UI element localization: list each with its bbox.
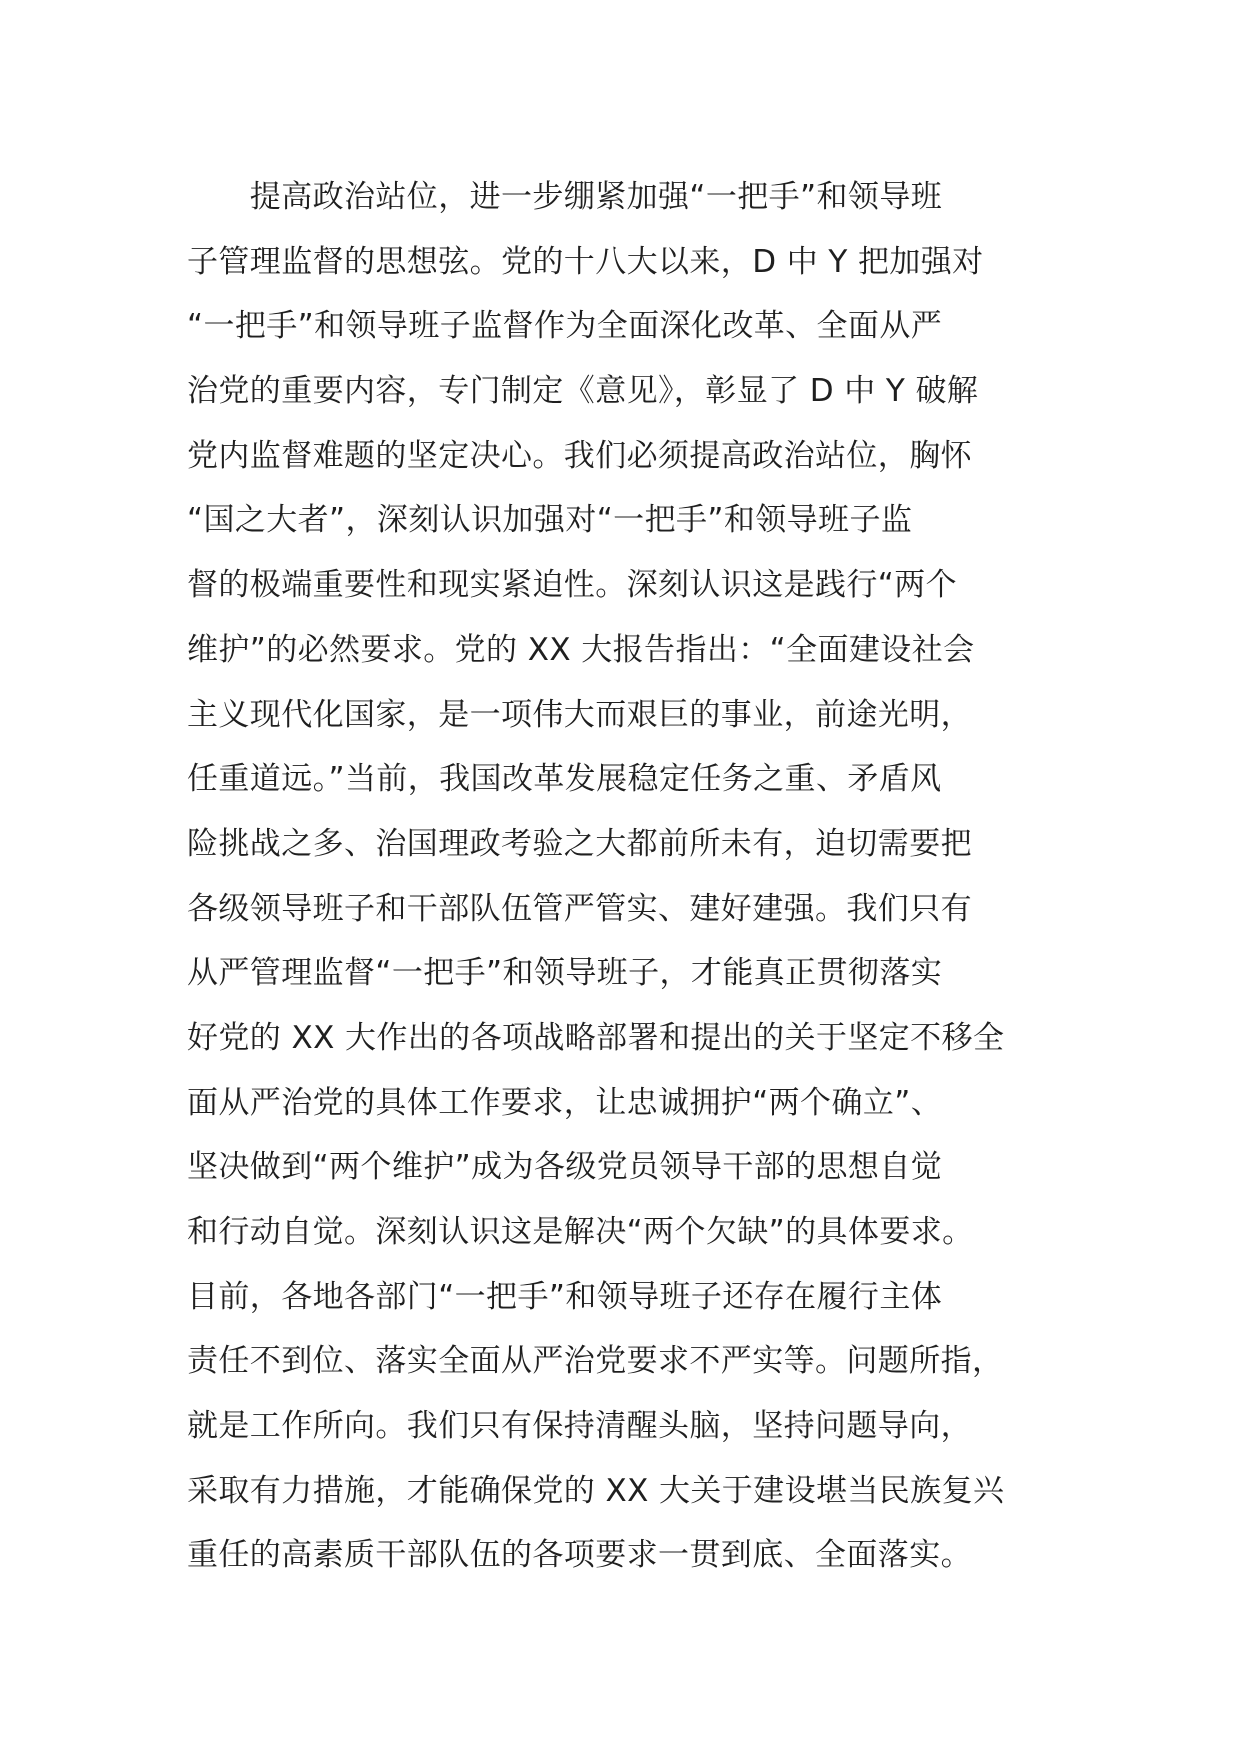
text-line: 提高政治站位，进一步绷紧加强“一把手”和领导班 [187, 179, 943, 215]
text-line: 治党的重要内容，专门制定《意见》，彰显了 D 中 Y 破解 [187, 373, 979, 410]
text-line: “一把手”和领导班子监督作为全面深化改革、全面从严 [187, 308, 943, 345]
text-line: 和行动自觉。深刻认识这是解决“两个欠缺”的具体要求。 [187, 1214, 974, 1250]
text-line: 维护”的必然要求。党的 XX 大报告指出：“全面建设社会 [187, 631, 975, 668]
text-line: 就是工作所向。我们只有保持清醒头脑，坚持问题导向， [187, 1408, 972, 1445]
text-line: 责任不到位、落实全面从严治党要求不严实等。问题所指， [187, 1343, 1004, 1380]
text-line: 险挑战之多、治国理政考验之大都前所未有，迫切需要把 [187, 825, 972, 862]
text-line: 任重道远。”当前，我国改革发展稳定任务之重、矛盾风 [187, 761, 942, 798]
text-line: 各级领导班子和干部队伍管严管实、建好建强。我们只有 [187, 890, 972, 927]
text-line: 坚决做到“两个维护”成为各级党员领导干部的思想自觉 [187, 1149, 943, 1186]
text-line: 从严管理监督“一把手”和领导班子，才能真正贯彻落实 [187, 955, 943, 992]
text-line: 好党的 XX 大作出的各项战略部署和提出的关于坚定不移全 [187, 1019, 1005, 1056]
text-line: 子管理监督的思想弦。党的十八大以来，D 中 Y 把加强对 [187, 243, 984, 280]
text-line: “国之大者”，深刻认识加强对“一把手”和领导班子监 [187, 502, 913, 539]
text-line: 党内监督难题的坚定决心。我们必须提高政治站位，胸怀 [187, 437, 972, 474]
text-line: 重任的高素质干部队伍的各项要求一贯到底、全面落实。 [187, 1537, 972, 1574]
text-line: 采取有力措施，才能确保党的 XX 大关于建设堪当民族复兴 [187, 1472, 1005, 1509]
body-paragraph [187, 165, 1057, 1588]
text-line: 主义现代化国家，是一项伟大而艰巨的事业，前途光明， [187, 696, 972, 733]
text-line: 目前，各地各部门“一把手”和领导班子还存在履行主体 [187, 1278, 943, 1315]
text-line: 面从严治党的具体工作要求，让忠诚拥护“两个确立”、 [187, 1084, 943, 1121]
text-line: 督的极端重要性和现实紧迫性。深刻认识这是践行“两个 [187, 567, 958, 604]
